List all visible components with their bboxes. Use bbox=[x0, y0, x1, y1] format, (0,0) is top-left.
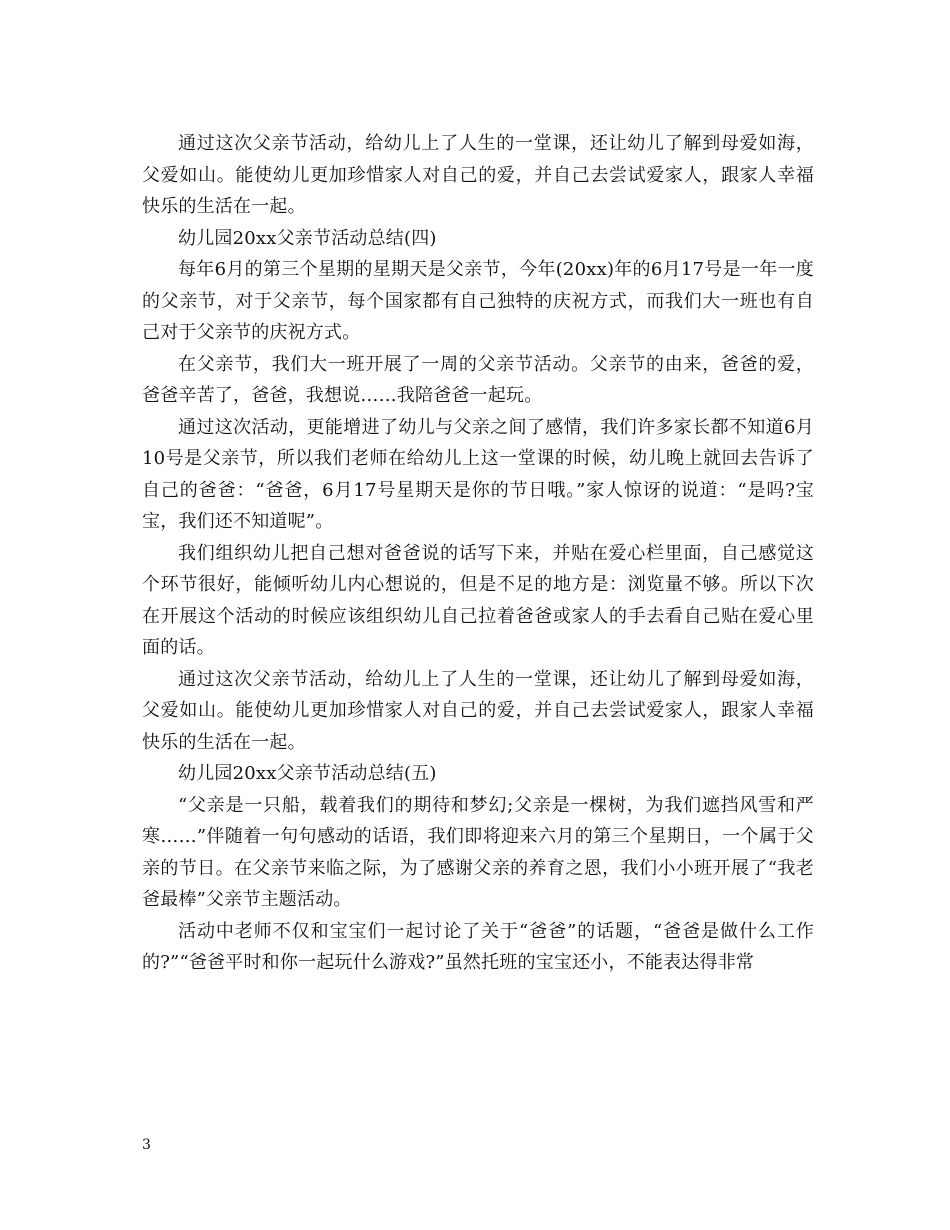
paragraph: 通过这次父亲节活动，给幼儿上了人生的一堂课，还让幼儿了解到母爱如海，父爱如山。能使幼儿更加珍惜家人对自己的爱，并自己去尝试爱家人，跟家人幸福快乐的生活在一起。 bbox=[142, 668, 814, 753]
paragraph: “父亲是一只船，载着我们的期待和梦幻;父亲是一棵树，为我们遮挡风雪和严寒……”伴随着一句句感动的话语，我们即将迎来六月的第三个星期日，一个属于父亲的节日。在父亲节来临之际，为了感谢父亲的养育之恩，我们小小班开展了“我老爸最棒”父亲节主题活动。 bbox=[142, 794, 814, 910]
paragraph: 活动中老师不仅和宝宝们一起讨论了关于“爸爸”的话题，“爸爸是做什么工作的?”“爸爸平时和你一起玩什么游戏?”虽然托班的宝宝还小，不能表达得非常 bbox=[142, 920, 814, 973]
document-body bbox=[142, 128, 814, 979]
paragraph: 每年6月的第三个星期的星期天是父亲节，今年(20xx)年的6月17号是一年一度的父亲节，对于父亲节，每个国家都有自己独特的庆祝方式，而我们大一班也有自己对于父亲节的庆祝方式。 bbox=[142, 259, 814, 343]
paragraph: 在父亲节，我们大一班开展了一周的父亲节活动。父亲节的由来，爸爸的爱，爸爸辛苦了，爸爸，我想说……我陪爸爸一起玩。 bbox=[142, 353, 814, 406]
section-heading: 幼儿园20xx父亲节活动总结(五) bbox=[178, 763, 437, 784]
page-number: 3 bbox=[142, 1137, 151, 1153]
section-heading: 幼儿园20xx父亲节活动总结(四) bbox=[178, 227, 437, 249]
paragraph: 通过这次父亲节活动，给幼儿上了人生的一堂课，还让幼儿了解到母爱如海，父爱如山。能使幼儿更加珍惜家人对自己的爱，并自己去尝试爱家人，跟家人幸福快乐的生活在一起。 bbox=[142, 133, 814, 217]
paragraph: 我们组织幼儿把自己想对爸爸说的话写下来，并贴在爱心栏里面，自己感觉这个环节很好，能倾听幼儿内心想说的，但是不足的地方是：浏览量不够。所以下次在开展这个活动的时候应该组织幼儿自己拉着爸爸或家人的手去看自己贴在爱心里面的话。 bbox=[142, 542, 814, 658]
paragraph: 通过这次活动，更能增进了幼儿与父亲之间了感情，我们许多家长都不知道6月10号是父亲节，所以我们老师在给幼儿上这一堂课的时候，幼儿晚上就回去告诉了自己的爸爸：“爸爸，6月17号星期天是你的节日哦。”家人惊讶的说道：“是吗?宝宝，我们还不知道呢”。 bbox=[142, 416, 814, 532]
